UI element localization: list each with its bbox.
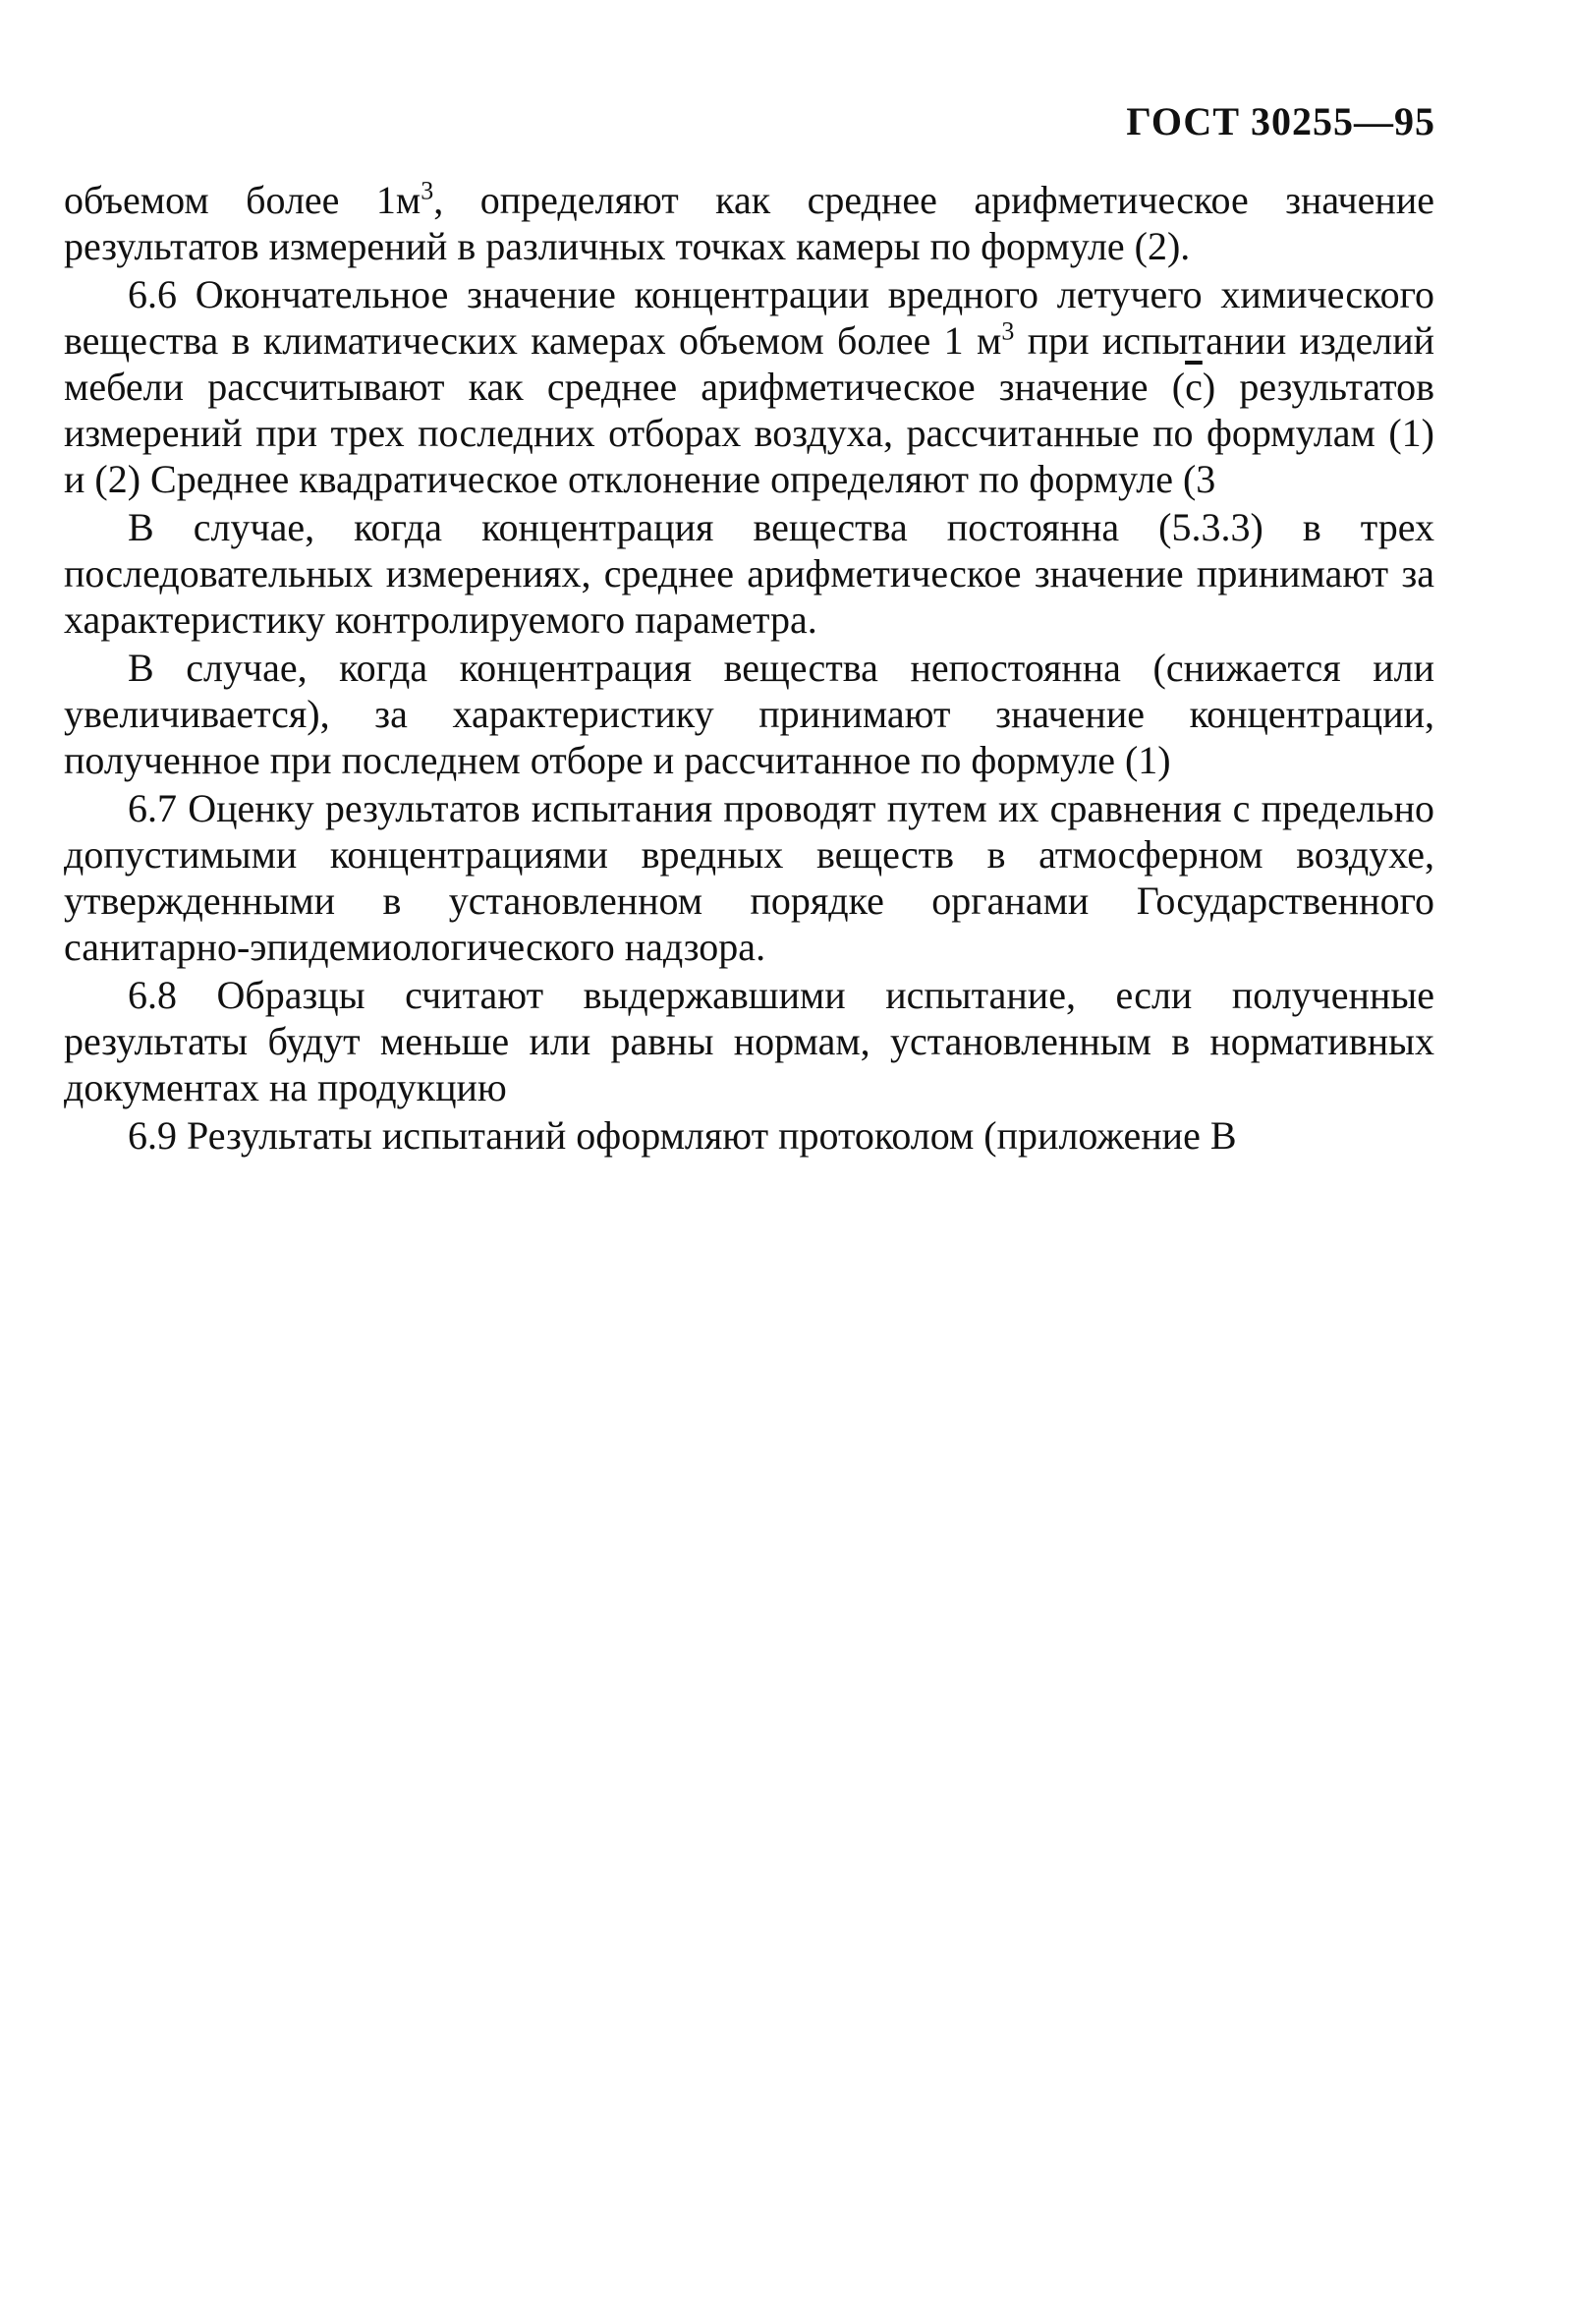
- paragraph-text: 6.6 Окончательное значение концентрации вредного летучего химического вещества в климатических камерах объемом более 1 м: [64, 272, 1434, 363]
- superscript-exponent: 3: [1001, 316, 1015, 346]
- paragraph-variable-concentration: В случае, когда концентрация вещества непостоянна (снижается или увеличивается), за характеристику принимают значение концентрации, полученное при последнем отборе и рассчитанное по формуле (1): [64, 646, 1434, 782]
- paragraph-6-7: 6.7 Оценку результатов испытания проводят путем их сравнения с предельно допустимыми концентрациями вредных веществ в атмосферном воздухе, утвержденными в установленном порядке органами Государственного санитарно-эпидемиологического надзора.: [64, 786, 1434, 969]
- paragraph-text: ) результатов измерений при трех последних отборах воздуха, рассчитанные по формулам (1) и (2) Среднее квадратическое отклонение определяют по формуле (3: [64, 365, 1434, 501]
- paragraph-continuation: [64, 177, 1434, 269]
- paragraph-text: , определяют как среднее арифметическое значение результатов измерений в различных точках камеры по формуле (2).: [64, 178, 1434, 268]
- superscript-exponent: 3: [421, 176, 434, 205]
- paragraph-6-9: 6.9 Результаты испытаний оформляют протоколом (приложение В: [128, 1113, 1237, 1158]
- paragraph-text: при испытании изделий мебели рассчитывают как среднее арифметическое значение (: [64, 318, 1435, 409]
- standard-number-header: ГОСТ 30255—95: [1126, 99, 1435, 143]
- paragraph-6-6: [64, 271, 1434, 502]
- document-body: [64, 177, 1434, 1161]
- paragraph-constant-concentration: В случае, когда концентрация вещества постоянна (5.3.3) в трех последовательных измерениях, среднее арифметическое значение принимают за характеристику контролируемого параметра.: [64, 505, 1434, 642]
- mean-symbol: $\overline{c}$: [1185, 365, 1203, 409]
- paragraph-text: объемом более 1м: [64, 178, 421, 222]
- paragraph-6-8: 6.8 Образцы считают выдержавшими испытание, если полученные результаты будут меньше или равны нормам, установленным в нормативных документах на продукцию: [64, 973, 1434, 1109]
